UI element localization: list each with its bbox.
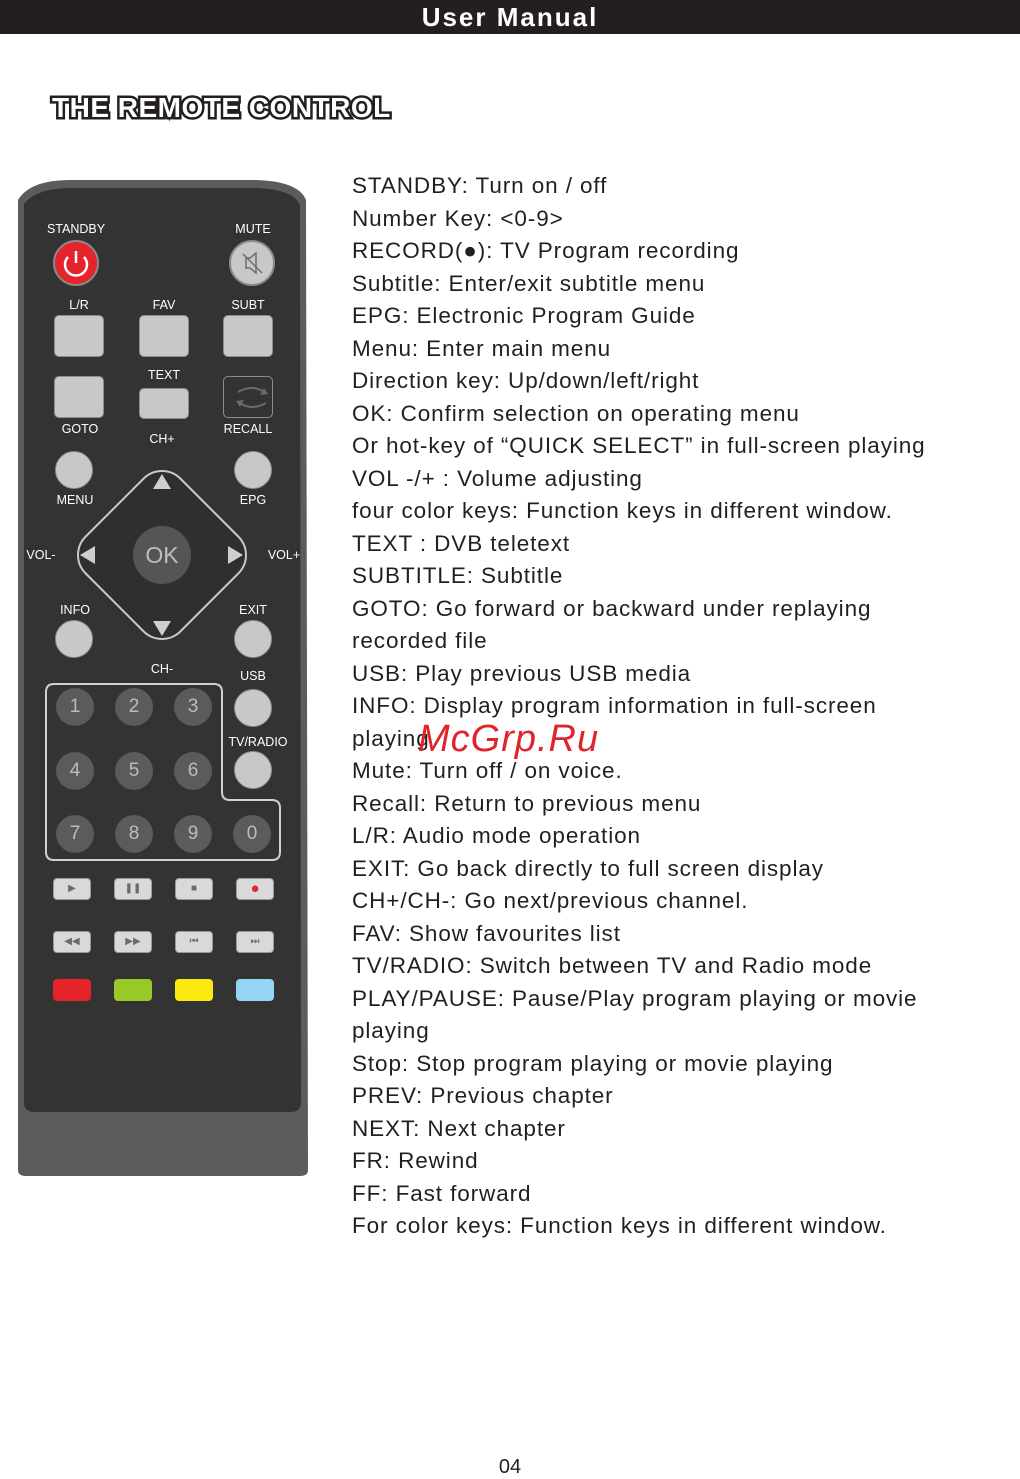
- recall-label: RECALL: [223, 422, 273, 436]
- fav-label: FAV: [152, 298, 176, 312]
- info-label: INFO: [60, 603, 90, 617]
- description-line: Mute: Turn off / on voice.: [352, 758, 623, 783]
- tv-radio-button[interactable]: [234, 751, 272, 789]
- prev-button[interactable]: [175, 931, 213, 953]
- number-key-9[interactable]: 9: [174, 815, 212, 853]
- number-key-8[interactable]: 8: [115, 815, 153, 853]
- number-key-3[interactable]: 3: [174, 688, 212, 726]
- description-line: Recall: Return to previous menu: [352, 790, 702, 816]
- description-line: Menu: Enter main menu: [352, 335, 612, 361]
- description-line: RECORD(●): TV Program recording: [352, 238, 740, 263]
- vol-plus-button[interactable]: [214, 535, 254, 575]
- description-line: Subtitle: Enter/exit subtitle menu: [352, 270, 706, 296]
- description-line: EPG: Electronic Program Guide: [352, 303, 696, 328]
- page-header-title: User Manual: [421, 2, 599, 32]
- description-line: FAV: Show favourites list: [352, 920, 621, 946]
- description-line: VOL -/+ : Volume adjusting: [352, 465, 643, 491]
- tv-radio-label: TV/RADIO: [228, 735, 288, 749]
- vol-minus-button[interactable]: [70, 535, 110, 575]
- standby-label: STANDBY: [46, 222, 106, 236]
- description-line: FF: Fast forward: [352, 1180, 532, 1206]
- mute-button[interactable]: [230, 241, 274, 285]
- ch-minus-button[interactable]: [140, 608, 184, 648]
- lr-button[interactable]: [54, 315, 104, 357]
- red-key[interactable]: [53, 979, 91, 1001]
- number-key-2[interactable]: 2: [115, 688, 153, 726]
- stop-button[interactable]: [175, 878, 213, 900]
- epg-button[interactable]: [234, 451, 272, 489]
- description-line: Or hot-key of “QUICK SELECT” in full-screen playing: [352, 433, 926, 458]
- play-button[interactable]: [53, 878, 91, 900]
- description-line: USB: Play previous USB media: [352, 660, 692, 686]
- page-number: 04: [498, 1456, 522, 1478]
- stop-icon: ■: [190, 883, 198, 894]
- exit-button[interactable]: [234, 620, 272, 658]
- subt-label: SUBT: [231, 298, 265, 312]
- fav-button[interactable]: [139, 315, 189, 357]
- vol-plus-label: VOL+: [267, 548, 301, 562]
- vol-minus-label: VOL-: [26, 548, 56, 562]
- epg-label: EPG: [239, 493, 267, 507]
- yellow-key[interactable]: [175, 979, 213, 1001]
- goto-label: GOTO: [61, 422, 99, 436]
- fast-forward-icon: ▶▶: [125, 936, 141, 947]
- record-icon: ●: [250, 880, 260, 897]
- ch-plus-button[interactable]: [140, 462, 184, 502]
- goto-button[interactable]: [54, 376, 104, 418]
- subt-button[interactable]: [223, 315, 273, 357]
- description-line: CH+/CH-: Go next/previous channel.: [352, 888, 749, 913]
- description-line: TV/RADIO: Switch between TV and Radio mode: [352, 953, 873, 978]
- recall-button[interactable]: [223, 376, 273, 418]
- description-line: playing: [352, 725, 430, 751]
- description-line: four color keys: Function keys in different window.: [352, 498, 893, 523]
- remote-body: [0, 0, 320, 1190]
- pause-button[interactable]: [114, 878, 152, 900]
- exit-label: EXIT: [239, 603, 267, 617]
- standby-button[interactable]: [54, 241, 98, 285]
- description-line: TEXT : DVB teletext: [352, 530, 571, 556]
- description-line: SUBTITLE: Subtitle: [352, 563, 564, 588]
- blue-key[interactable]: [236, 979, 274, 1001]
- fast-forward-button[interactable]: [114, 931, 152, 953]
- description-line: INFO: Display program information in full-screen: [352, 693, 877, 718]
- text-label: TEXT: [148, 368, 180, 382]
- menu-button[interactable]: [55, 451, 93, 489]
- usb-label: USB: [240, 669, 266, 683]
- description-line: NEXT: Next chapter: [352, 1115, 566, 1141]
- lr-label: L/R: [69, 298, 89, 312]
- description-line: Stop: Stop program playing or movie playing: [352, 1050, 834, 1076]
- description-line: EXIT: Go back directly to full screen display: [352, 855, 824, 881]
- next-button[interactable]: [236, 931, 274, 953]
- previous-icon: ⏮: [189, 936, 199, 947]
- description-line: Direction key: Up/down/left/right: [352, 368, 700, 393]
- text-button[interactable]: [139, 388, 189, 419]
- number-key-0[interactable]: 0: [233, 815, 271, 853]
- mute-label: MUTE: [235, 222, 271, 236]
- ch-plus-label: CH+: [149, 432, 175, 446]
- description-line: playing: [352, 1018, 430, 1043]
- rewind-icon: ◀◀: [64, 936, 80, 947]
- number-key-4[interactable]: 4: [56, 752, 94, 790]
- pause-icon: ❚❚: [124, 883, 142, 894]
- next-icon: ⏭: [250, 936, 260, 947]
- green-key[interactable]: [114, 979, 152, 1001]
- number-key-1[interactable]: 1: [56, 688, 94, 726]
- description-line: STANDBY: Turn on / off: [352, 173, 608, 198]
- description-line: Number Key: <0-9>: [352, 205, 564, 231]
- description-line: PREV: Previous chapter: [352, 1083, 614, 1108]
- description-line: OK: Confirm selection on operating menu: [352, 400, 800, 426]
- menu-label: MENU: [56, 493, 94, 507]
- record-button[interactable]: [236, 878, 274, 900]
- description-line: PLAY/PAUSE: Pause/Play program playing or movie: [352, 985, 918, 1011]
- ok-button[interactable]: OK: [145, 542, 179, 568]
- description-line: For color keys: Function keys in different window.: [352, 1213, 887, 1238]
- watermark: McGrp.Ru: [418, 718, 600, 760]
- info-button[interactable]: [55, 620, 93, 658]
- number-key-6[interactable]: 6: [174, 752, 212, 790]
- description-list: [352, 170, 1012, 1243]
- description-line: GOTO: Go forward or backward under replaying: [352, 595, 872, 621]
- section-title: THE REMOTE CONTROL: [52, 92, 391, 123]
- description-line: FR: Rewind: [352, 1148, 479, 1173]
- usb-button[interactable]: [234, 689, 272, 727]
- ch-minus-label: CH-: [150, 662, 174, 676]
- rewind-button[interactable]: [53, 931, 91, 953]
- play-icon: ▶: [68, 883, 76, 894]
- number-key-5[interactable]: 5: [115, 752, 153, 790]
- description-line: recorded file: [352, 628, 488, 653]
- number-key-7[interactable]: 7: [56, 815, 94, 853]
- description-line: L/R: Audio mode operation: [352, 823, 641, 848]
